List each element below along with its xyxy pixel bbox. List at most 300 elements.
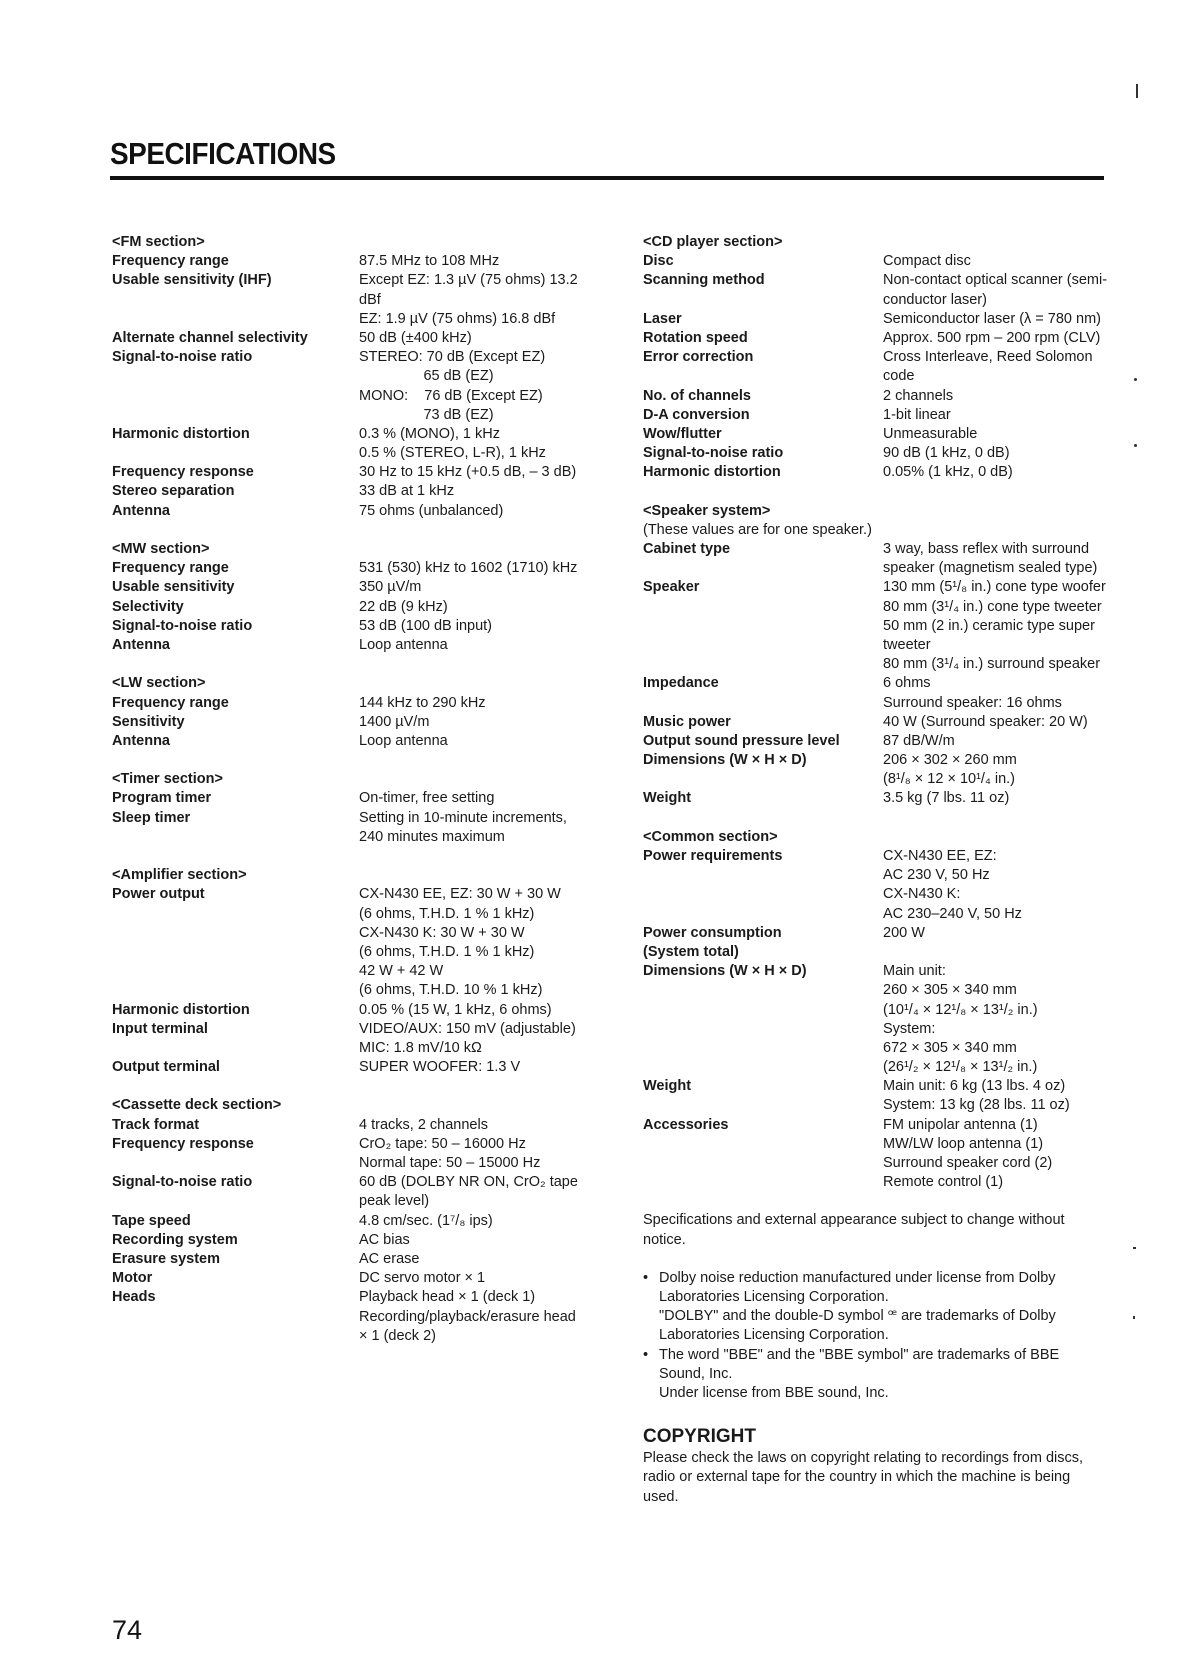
spec-value [883, 425, 1113, 444]
spec-label [112, 1020, 359, 1058]
spec-value-line: 80 mm (3¹/₄ in.) surround speaker [883, 656, 1101, 673]
spec-label [112, 694, 359, 713]
spec-row [643, 406, 1113, 425]
spec-row [643, 732, 1113, 751]
spec-label-text: Power requirements [643, 848, 783, 864]
spec-label [643, 789, 883, 808]
bullet-icon: • [643, 1346, 649, 1363]
spec-value-line: 2 channels [883, 387, 954, 404]
spec-value [359, 1001, 592, 1020]
spec-label [112, 789, 359, 808]
trademark-note [643, 1346, 1113, 1404]
spec-row [643, 463, 1113, 482]
spec-label-text: Motor [112, 1270, 153, 1287]
spec-row [112, 1173, 592, 1211]
spec-label [643, 732, 883, 751]
spec-label-text: Heads [112, 1289, 156, 1306]
trademark-notes [643, 1269, 1113, 1403]
spec-label [643, 847, 883, 924]
spec-value [359, 1058, 592, 1077]
spec-value [883, 406, 1113, 425]
spec-label [112, 617, 359, 636]
spec-value-line: tweeter [883, 636, 931, 653]
spec-label [643, 924, 883, 962]
spec-value [359, 1250, 592, 1269]
spec-label-text: Weight [643, 790, 692, 807]
spec-value [359, 1135, 592, 1173]
spec-row [643, 847, 1113, 924]
spec-value-line: (26¹/₂ × 12¹/₈ × 13¹/₂ in.) [883, 1059, 1038, 1076]
spec-label-text: Selectivity [112, 598, 184, 615]
spec-label-text: Frequency range [112, 694, 229, 711]
spec-value-line: (6 ohms, T.H.D. 1 % 1 kHz) [359, 905, 535, 922]
spec-value [359, 425, 592, 463]
spec-value-line: FM unipolar antenna (1) [883, 1116, 1038, 1133]
spec-label-text: D-A conversion [643, 406, 750, 423]
spec-value-line: Main unit: 6 kg (13 lbs. 4 oz) [883, 1078, 1066, 1095]
spec-row [643, 329, 1113, 348]
spec-label [112, 1135, 359, 1173]
spec-value-line: Recording/playback/erasure head [359, 1308, 576, 1325]
spec-value-line: STEREO: 70 dB (Except EZ) [359, 349, 546, 366]
spec-row [643, 578, 1113, 674]
spec-label-text: Harmonic distortion [112, 1001, 250, 1018]
spec-label [112, 1058, 359, 1077]
spec-row [643, 713, 1113, 732]
spec-value-line: 672 × 305 × 340 mm [883, 1039, 1017, 1056]
spec-value-line: speaker (magnetism sealed type) [883, 560, 1098, 577]
trademark-note-line: Dolby noise reduction manufactured under license from Dolby [659, 1269, 1056, 1286]
spec-label-text: Dimensions (W × H × D) [643, 963, 807, 980]
spec-label-text: Program timer [112, 790, 212, 807]
scan-mark [1136, 84, 1138, 98]
spec-label [112, 482, 359, 501]
spec-label-text: Wow/flutter [643, 425, 722, 442]
spec-label-text: Antenna [112, 502, 170, 519]
spec-value-line: code [883, 368, 915, 385]
spec-label-text: Sleep timer [112, 809, 191, 826]
spec-value-line: AC 230 V, 50 Hz [883, 867, 990, 884]
spec-label [643, 310, 883, 329]
spec-label [643, 425, 883, 444]
spec-row [112, 1269, 592, 1288]
spec-row [112, 502, 592, 521]
spec-value-line: 75 ohms (unbalanced) [359, 502, 504, 519]
spec-row [112, 329, 592, 348]
spec-label [112, 598, 359, 617]
spec-value-line: (6 ohms, T.H.D. 1 % 1 kHz) [359, 943, 535, 960]
spec-value-line: AC erase [359, 1250, 420, 1267]
spec-row [112, 425, 592, 463]
spec-label-text: Track format [112, 1116, 200, 1133]
spec-label [643, 252, 883, 271]
spec-value [359, 1231, 592, 1250]
spec-value-line: 33 dB at 1 kHz [359, 483, 455, 500]
spec-row [112, 559, 592, 578]
spec-value [359, 789, 592, 808]
spec-label [643, 1116, 883, 1193]
spec-section-heading: <Speaker system> [643, 502, 771, 519]
spec-label [112, 1250, 359, 1269]
spec-value-line: 60 dB (DOLBY NR ON, CrO₂ tape [359, 1174, 578, 1191]
spec-label [112, 1288, 359, 1346]
spec-value-line: System: 13 kg (28 lbs. 11 oz) [883, 1097, 1070, 1114]
spec-label-text: Input terminal [112, 1020, 208, 1037]
page-title: SPECIFICATIONS [110, 136, 336, 171]
spec-label-text: Erasure system [112, 1250, 221, 1267]
spec-value-line: 40 W (Surround speaker: 20 W) [883, 713, 1088, 730]
spec-value-line: Main unit: [883, 963, 946, 980]
spec-label [643, 713, 883, 732]
spec-label-text: Weight [643, 1078, 692, 1095]
spec-value-line: MONO: 76 dB (Except EZ) [359, 387, 543, 404]
spec-row [112, 482, 592, 501]
spec-value-line: 87.5 MHz to 108 MHz [359, 253, 500, 270]
bullet-icon: • [643, 1269, 649, 1286]
spec-value-line: 130 mm (5¹/₈ in.) cone type woofer [883, 579, 1106, 596]
spec-value-line: 73 dB (EZ) [359, 406, 494, 423]
page-number: 74 [112, 1615, 143, 1645]
spec-row [112, 617, 592, 636]
spec-value [883, 348, 1113, 386]
spec-section-heading: <Amplifier section> [112, 867, 247, 884]
spec-value [359, 1173, 592, 1211]
spec-label-text: Sensitivity [112, 713, 185, 730]
spec-value [359, 636, 592, 655]
spec-value-line: EZ: 1.9 µV (75 ohms) 16.8 dBf [359, 310, 556, 327]
spec-label [643, 348, 883, 386]
spec-row [643, 674, 1113, 712]
spec-value-line: 200 W [883, 924, 925, 941]
spec-label-text: Usable sensitivity (IHF) [112, 272, 272, 289]
spec-value [359, 694, 592, 713]
spec-value-line: Cross Interleave, Reed Solomon [883, 349, 1093, 366]
trademark-note [643, 1269, 1113, 1346]
spec-section-heading: <MW section> [112, 541, 210, 557]
spec-value-line: 42 W + 42 W [359, 963, 444, 980]
spec-row [112, 1020, 592, 1058]
spec-label [112, 1269, 359, 1288]
spec-value-line [883, 943, 1113, 962]
spec-value [883, 310, 1113, 329]
spec-value [883, 962, 1113, 1077]
spec-value-line: 0.3 % (MONO), 1 kHz [359, 425, 500, 442]
spec-row [112, 463, 592, 482]
spec-value-line: 1-bit linear [883, 406, 951, 423]
spec-value-line: CX-N430 K: 30 W + 30 W [359, 924, 525, 941]
spec-value-line: 206 × 302 × 260 mm [883, 752, 1017, 769]
spec-value-line: dBf [359, 291, 381, 308]
spec-value [883, 789, 1113, 808]
spec-value-line: Loop antenna [359, 636, 448, 653]
spec-value [883, 1077, 1113, 1115]
spec-value-line: 350 µV/m [359, 579, 422, 596]
spec-label-text: No. of channels [643, 387, 751, 404]
spec-value-line: peak level) [359, 1193, 430, 1210]
spec-row [643, 751, 1113, 789]
spec-value [359, 1020, 592, 1058]
spec-label-text: Music power [643, 713, 731, 730]
spec-row [112, 694, 592, 713]
spec-value-line: Loop antenna [359, 732, 448, 749]
spec-label-text: Usable sensitivity [112, 579, 235, 596]
spec-label-text: Signal-to-noise ratio [643, 445, 784, 462]
spec-label [112, 578, 359, 597]
spec-value [359, 502, 592, 521]
spec-label [112, 885, 359, 1000]
spec-label [112, 502, 359, 521]
spec-label-text: Impedance [643, 675, 719, 692]
spec-value [359, 713, 592, 732]
trademark-note-line: "DOLBY" and the double-D symbol ꟹ are trademarks of Dolby [659, 1308, 1056, 1325]
spec-row [112, 598, 592, 617]
spec-label [112, 1212, 359, 1231]
spec-value-line: CX-N430 EE, EZ: [883, 848, 997, 864]
spec-label [643, 406, 883, 425]
spec-value-line: Except EZ: 1.3 µV (75 ohms) 13.2 [359, 272, 578, 289]
spec-value-line: Surround speaker: 16 ohms [883, 694, 1062, 711]
spec-label-text: Error correction [643, 349, 754, 366]
spec-value-line: 240 minutes maximum [359, 828, 505, 845]
spec-value [883, 924, 1113, 962]
spec-value [883, 578, 1113, 674]
spec-value-line: 50 mm (2 in.) ceramic type super [883, 617, 1095, 634]
spec-value [883, 387, 1113, 406]
spec-label [112, 425, 359, 463]
trademark-note-line: The word "BBE" and the "BBE symbol" are trademarks of BBE [659, 1346, 1060, 1363]
spec-row [112, 809, 592, 847]
spec-value-line: Approx. 500 rpm – 200 rpm (CLV) [883, 329, 1101, 346]
spec-label [643, 271, 883, 309]
spec-label-text: Recording system [112, 1231, 238, 1248]
spec-row [643, 252, 1113, 271]
spec-value [883, 271, 1113, 309]
spec-label-text: Laser [643, 310, 682, 327]
spec-value-line: CX-N430 K: [883, 886, 961, 903]
right-spec-column [643, 233, 1113, 1507]
spec-row [112, 713, 592, 732]
spec-value [883, 444, 1113, 463]
spec-label-text: Scanning method [643, 272, 765, 289]
spec-label [643, 751, 883, 789]
spec-row [112, 789, 592, 808]
spec-value-line: CrO₂ tape: 50 – 16000 Hz [359, 1135, 526, 1152]
spec-value-line: Setting in 10-minute increments, [359, 809, 567, 826]
spec-value-line: 65 dB (EZ) [359, 368, 494, 385]
specs-change-note-line: Specifications and external appearance subject to change without [643, 1212, 1065, 1229]
spec-value-line: CX-N430 EE, EZ: 30 W + 30 W [359, 886, 561, 903]
spec-row [112, 1001, 592, 1020]
spec-value-line: 1400 µV/m [359, 713, 430, 730]
spec-value [359, 482, 592, 501]
spec-row [112, 1231, 592, 1250]
spec-value [883, 732, 1113, 751]
spec-value-line: 6 ohms [883, 675, 931, 692]
spec-value [883, 463, 1113, 482]
spec-value-line: 22 dB (9 kHz) [359, 598, 448, 615]
spec-value-line: 3.5 kg (7 lbs. 11 oz) [883, 790, 1010, 807]
spec-section-heading: <CD player section> [643, 234, 783, 250]
spec-label-text: Output sound pressure level [643, 732, 840, 749]
spec-value-line: Unmeasurable [883, 425, 978, 442]
spec-value [359, 617, 592, 636]
spec-value-line: System: [883, 1020, 936, 1037]
spec-value-line: DC servo motor × 1 [359, 1270, 486, 1287]
spec-row [112, 1058, 592, 1077]
spec-value [883, 1116, 1113, 1193]
spec-row [112, 1116, 592, 1135]
spec-value-line: 144 kHz to 290 kHz [359, 694, 486, 711]
spec-label-text: Tape speed [112, 1212, 191, 1229]
spec-label [112, 1173, 359, 1211]
spec-value [359, 598, 592, 617]
spec-label [643, 444, 883, 463]
spec-row [112, 348, 592, 425]
copyright-heading: COPYRIGHT [643, 1426, 756, 1448]
spec-section-heading: <Common section> [643, 828, 778, 845]
spec-value-line: conductor laser) [883, 291, 987, 308]
spec-value [883, 252, 1113, 271]
spec-row [643, 1116, 1113, 1193]
spec-section-note: (These values are for one speaker.) [643, 521, 872, 538]
spec-row [643, 271, 1113, 309]
spec-row [112, 732, 592, 751]
spec-label [643, 540, 883, 578]
spec-value-line: AC 230–240 V, 50 Hz [883, 905, 1022, 922]
spec-value [359, 1116, 592, 1135]
trademark-note-line: Under license from BBE sound, Inc. [659, 1385, 889, 1401]
spec-label [112, 463, 359, 482]
spec-label [643, 962, 883, 1077]
spec-label-text: Output terminal [112, 1059, 220, 1076]
spec-value [359, 463, 592, 482]
spec-row [643, 444, 1113, 463]
spec-value [883, 751, 1113, 789]
spec-value-line: MW/LW loop antenna (1) [883, 1135, 1044, 1152]
trademark-note-line: Laboratories Licensing Corporation. [659, 1288, 889, 1305]
spec-value [359, 885, 592, 1000]
spec-section-heading: <Timer section> [112, 771, 223, 788]
spec-row [112, 271, 592, 329]
spec-value-line: × 1 (deck 2) [359, 1327, 436, 1344]
scan-dot [1134, 444, 1137, 447]
spec-label-text: Power output [112, 886, 205, 903]
spec-value-line: 0.05% (1 kHz, 0 dB) [883, 464, 1013, 481]
spec-label [112, 1001, 359, 1020]
spec-section-heading: <FM section> [112, 234, 205, 250]
spec-label-text: Alternate channel selectivity [112, 329, 308, 346]
spec-value [883, 674, 1113, 712]
spec-value-line: 50 dB (±400 kHz) [359, 329, 472, 346]
spec-label [112, 713, 359, 732]
spec-value [359, 329, 592, 348]
spec-value-line: 90 dB (1 kHz, 0 dB) [883, 445, 1010, 462]
spec-value [359, 578, 592, 597]
spec-label-text: Dimensions (W × H × D) [643, 752, 807, 769]
spec-value-line: (6 ohms, T.H.D. 10 % 1 kHz) [359, 982, 543, 999]
spec-value-line: 531 (530) kHz to 1602 (1710) kHz [359, 560, 578, 577]
spec-value [359, 1269, 592, 1288]
copyright-text-line: used. [643, 1488, 679, 1505]
scan-dot [1133, 1247, 1136, 1249]
left-spec-column [112, 233, 592, 1346]
spec-label [643, 387, 883, 406]
spec-row [643, 348, 1113, 386]
spec-label-text: Harmonic distortion [112, 425, 250, 442]
spec-section-heading: <Cassette deck section> [112, 1097, 282, 1114]
spec-section-heading: <LW section> [112, 675, 206, 692]
spec-label [112, 636, 359, 655]
spec-label [112, 1231, 359, 1250]
spec-value-line: Playback head × 1 (deck 1) [359, 1289, 536, 1306]
spec-label [112, 559, 359, 578]
copyright-text-line: Please check the laws on copyright relating to recordings from discs, [643, 1450, 1084, 1467]
spec-value-line: Non-contact optical scanner (semi- [883, 272, 1108, 289]
spec-label-text: Frequency response [112, 464, 254, 481]
spec-value [883, 329, 1113, 348]
spec-row [643, 924, 1113, 962]
spec-row [643, 425, 1113, 444]
spec-value [359, 252, 592, 271]
spec-value [359, 732, 592, 751]
trademark-note-line: Laboratories Licensing Corporation. [659, 1327, 889, 1344]
spec-label-text: Frequency response [112, 1135, 254, 1152]
spec-label-text: Speaker [643, 579, 700, 596]
specs-change-note [643, 1211, 1113, 1249]
spec-label [643, 463, 883, 482]
spec-value-line: On-timer, free setting [359, 790, 495, 807]
spec-label-text: Accessories [643, 1116, 729, 1133]
spec-value-line: 4 tracks, 2 channels [359, 1116, 488, 1133]
spec-label-text: Cabinet type [643, 541, 731, 557]
spec-label-text: Frequency range [112, 560, 229, 577]
trademark-note-line: Sound, Inc. [659, 1365, 733, 1382]
spec-row [643, 310, 1113, 329]
spec-label [112, 732, 359, 751]
spec-label-text: Signal-to-noise ratio [112, 617, 253, 634]
spec-label [643, 329, 883, 348]
spec-value [359, 1212, 592, 1231]
spec-row [112, 885, 592, 1000]
spec-value [359, 559, 592, 578]
spec-value-line: 260 × 305 × 340 mm [883, 982, 1017, 999]
spec-row [112, 1288, 592, 1346]
spec-value-line: (10¹/₄ × 12¹/₈ × 13¹/₂ in.) [883, 1001, 1038, 1018]
spec-label-text: Antenna [112, 732, 170, 749]
spec-label [112, 348, 359, 425]
spec-label-text: Power consumption [643, 924, 782, 941]
copyright-text-line: radio or external tape for the country in which the machine is being [643, 1469, 1071, 1486]
spec-value-line: SUPER WOOFER: 1.3 V [359, 1059, 521, 1076]
title-rule [110, 176, 1104, 180]
spec-label [112, 252, 359, 271]
spec-value-line: 30 Hz to 15 kHz (+0.5 dB, – 3 dB) [359, 464, 577, 481]
spec-row [643, 962, 1113, 1077]
spec-row [112, 1250, 592, 1269]
spec-label-text: Rotation speed [643, 329, 748, 346]
spec-value [883, 713, 1113, 732]
spec-row [643, 540, 1113, 578]
spec-value-line: Normal tape: 50 – 15000 Hz [359, 1155, 541, 1171]
spec-value [359, 809, 592, 847]
spec-value-line: 0.5 % (STEREO, L-R), 1 kHz [359, 445, 546, 462]
spec-value-line: Semiconductor laser (λ = 780 nm) [883, 310, 1101, 327]
spec-value-line: MIC: 1.8 mV/10 kΩ [359, 1039, 482, 1056]
spec-value-line: Surround speaker cord (2) [883, 1155, 1053, 1171]
spec-label-text: (System total) [643, 943, 739, 960]
spec-value [359, 271, 592, 329]
spec-label-text: Disc [643, 253, 674, 270]
